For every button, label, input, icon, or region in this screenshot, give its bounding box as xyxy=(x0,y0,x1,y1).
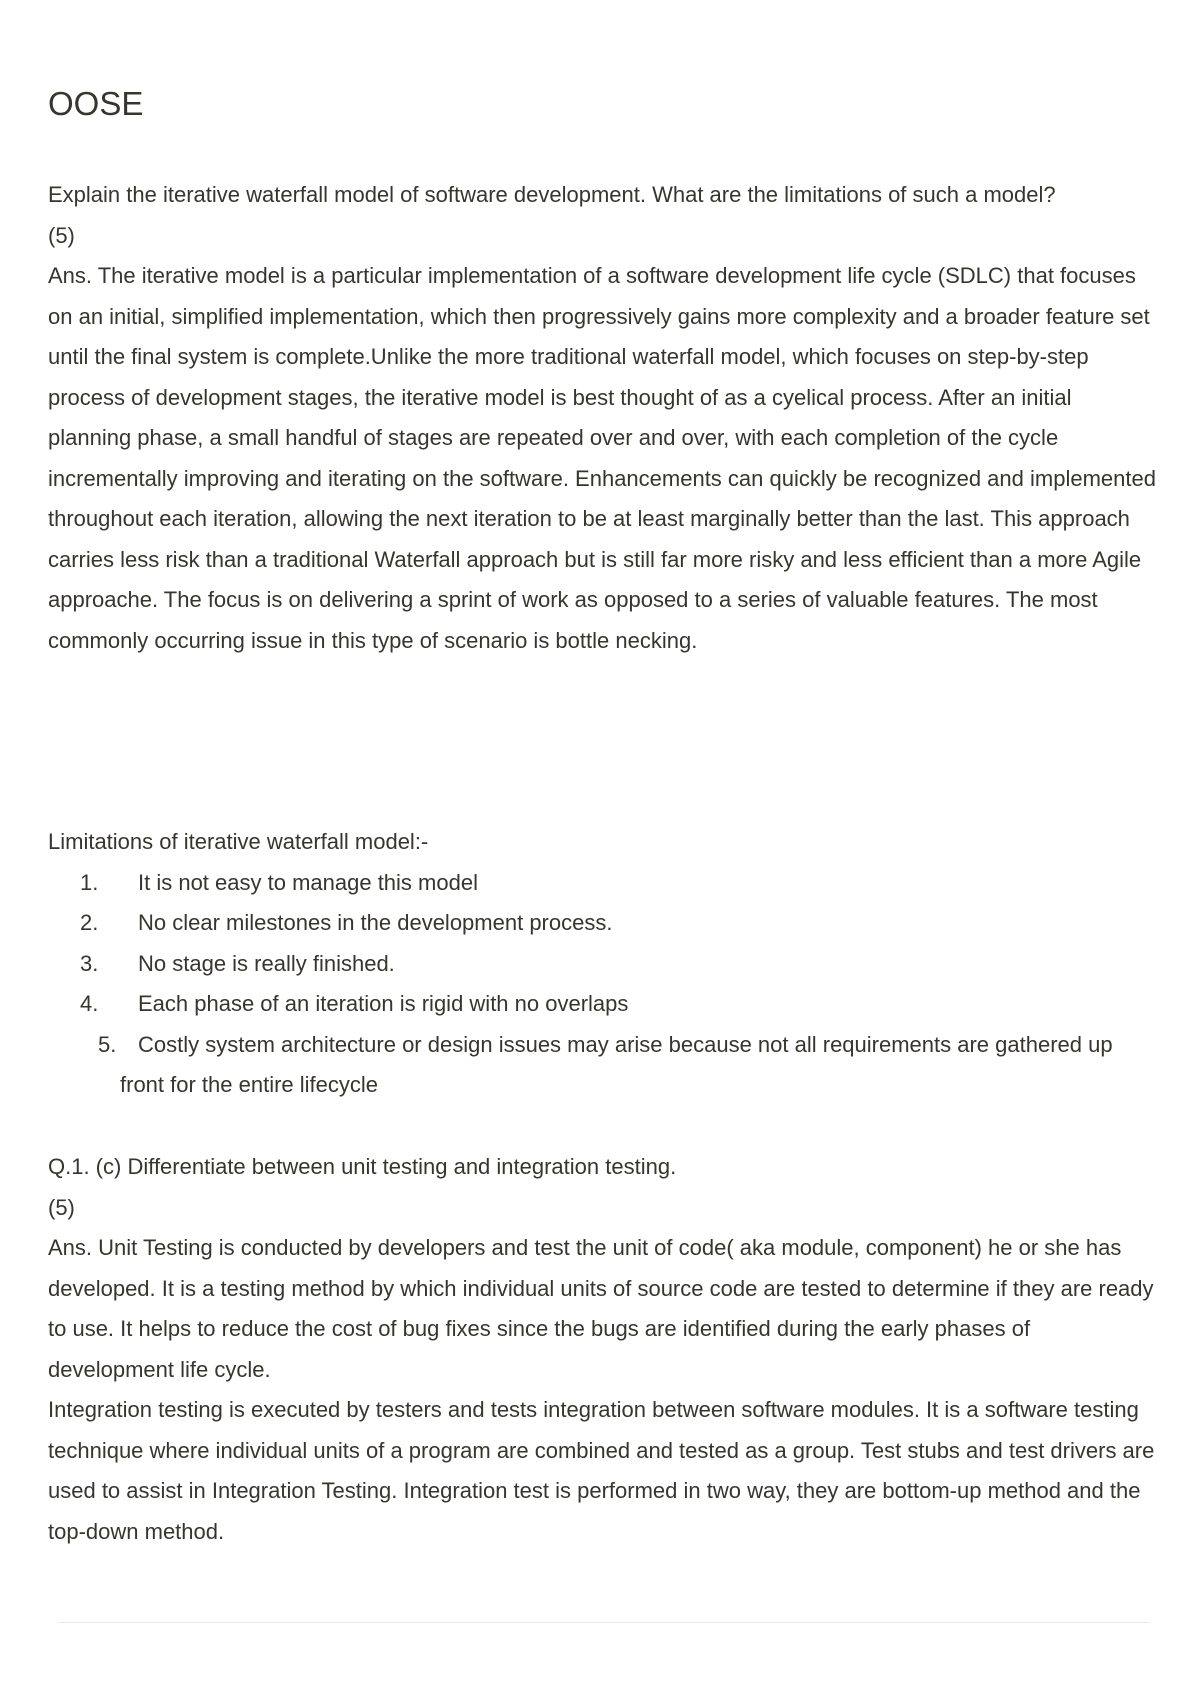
question-1-answer: Ans. The iterative model is a particular implementation of a software development life cycle (SDLC) that focuses on an initial, simplified implementation, which then progressively gains more complexity and a broader feature set until the final system is complete.Unlike the more traditional waterfall model, which focuses on step-by-step process of development stages, the iterative model is best thought of as a cyelical process. After an initial planning phase, a small handful of stages are repeated over and over, with each completion of the cycle incrementally improving and iterating on the software. Enhancements can quickly be recognized and implemented throughout each iteration, allowing the next iteration to be at least marginally better than the last. This approach carries less risk than a traditional Waterfall approach but is still far more risky and less efficient than a more Agile approache. The focus is on delivering a sprint of work as opposed to a series of valuable features. The most commonly occurring issue in this type of scenario is bottle necking. xyxy=(48,263,1156,653)
question-2-answer-integration: Integration testing is executed by testers and tests integration between software modules. It is a software testing technique where individual units of a program are combined and tested as a group. Test stubs and test drivers are used to assist in Integration Testing. Integration test is performed in two way, they are bottom-up method and the top-down method. xyxy=(48,1397,1155,1544)
page-title: OOSE xyxy=(48,85,144,122)
question-2-text: Q.1. (c) Differentiate between unit testing and integration testing. xyxy=(48,1154,677,1179)
list-item-number: 1. xyxy=(80,869,99,895)
list-item xyxy=(48,1025,1158,1106)
list-item-number: 5. xyxy=(98,1031,117,1057)
question-1-marks: (5) xyxy=(48,222,75,248)
list-item-number: 4. xyxy=(80,991,99,1016)
question-1-text: Explain the iterative waterfall model of software development. What are the limitations of such a model? xyxy=(48,182,1056,207)
list-item-text: No clear milestones in the development process. xyxy=(138,910,613,935)
list-item-text: Costly system architecture or design issues may arise because not all requirements are gathered up front for the entire lifecycle xyxy=(120,1031,1113,1097)
limitations-heading: Limitations of iterative waterfall model:- xyxy=(48,829,429,854)
page-divider xyxy=(58,1622,1150,1623)
list-item-number: 3. xyxy=(80,950,99,976)
question-1-block xyxy=(48,175,1158,661)
list-item-text: No stage is really finished. xyxy=(138,950,395,976)
list-item xyxy=(48,984,1158,1025)
question-2-block xyxy=(48,1147,1158,1552)
list-item xyxy=(48,903,1158,944)
limitations-list xyxy=(48,863,1158,1106)
list-item-number: 2. xyxy=(80,910,99,935)
question-2-marks: (5) xyxy=(48,1194,75,1220)
limitations-block xyxy=(48,822,1158,1106)
list-item xyxy=(48,863,1158,904)
question-2-answer-unit: Ans. Unit Testing is conducted by developers and test the unit of code( aka module, component) he or she has developed. It is a testing method by which individual units of source code are tested to determine if they are ready to use. It helps to reduce the cost of bug fixes since the bugs are identified during the early phases of development life cycle. xyxy=(48,1235,1154,1382)
list-item-text: It is not easy to manage this model xyxy=(138,869,478,895)
list-item-text: Each phase of an iteration is rigid with no overlaps xyxy=(138,991,629,1016)
list-item xyxy=(48,944,1158,985)
